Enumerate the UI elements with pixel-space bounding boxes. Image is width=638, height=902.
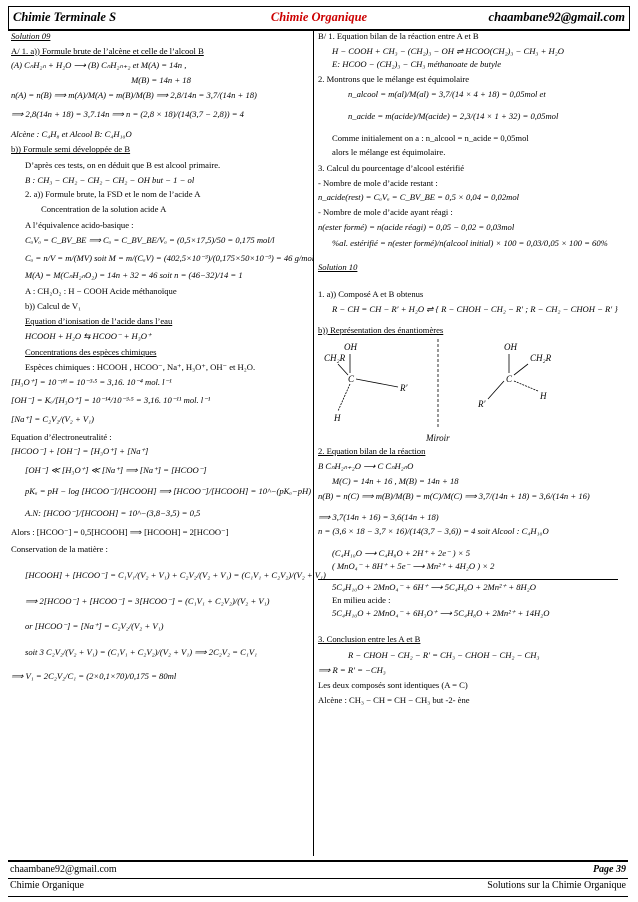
right-line: %al. estérifié = n(ester formé)/n(alcool initial) × 100 = 0,03/0,05 × 100 = 60% <box>332 238 608 249</box>
bond-r <box>356 379 398 387</box>
right-line: 5C₄H₁₀O + 2MnO₄⁻ + 6H₃O⁺ ⟶ 5C₄H₈O + 2Mn²⁺ + 14H₂O <box>332 607 550 618</box>
right-line: (C₄H₁₀O ⟶ C₄H₈O + 2H⁺ + 2e⁻ ) × 5 <box>332 548 470 558</box>
left-line: pKₐ = pH − log [HCOO⁻]/[HCOOH] ⟹ [HCOO⁻]/[HCOOH] = 10^−(pKₐ−pH) <box>25 485 312 496</box>
left-line: Conservation de la matière : <box>11 544 108 555</box>
r-label: R′ <box>400 383 408 394</box>
bond-ch2r <box>338 364 348 375</box>
left-line: Equation d’ionisation de l’acide dans l’eau <box>25 316 173 327</box>
right-line: b)) Représentation des énantiomères <box>318 324 444 335</box>
right-line: 2. Montrons que le mélange est équimolaire <box>318 73 470 84</box>
footer-email: chaambane92@gmail.com <box>10 864 117 875</box>
left-line: HCOOH + H₂O ⇆ HCOO⁻ + H₃O⁺ <box>25 330 152 341</box>
ch2r-label: CH₂R <box>324 353 346 364</box>
left-line: ⟹ V₁ = 2C₂V₂/C₁ = (2×0,1×70)/0,175 = 80ml <box>11 670 177 681</box>
left-line: soit 3 C₂V₂/(V₂ + V₁) = (C₁V₁ + C₂V₂)/(V₂ + V₁) ⟹ 2C₂V₂ = C₁V₁ <box>25 646 258 657</box>
carbon-label: C <box>348 374 355 385</box>
left-line: Alcène : C₄H₈ et Alcool B: C₄H₁₀O <box>11 128 132 139</box>
left-line: A.N: [HCOO⁻]/[HCOOH] = 10^−(3,8−3,5) = 0,5 <box>25 508 201 519</box>
oh-label: OH <box>504 342 517 353</box>
right-line: 2. Equation bilan de la réaction <box>318 446 426 457</box>
left-line: B : CH₃ − CH₂ − CH₂ − CH₂ − OH but − 1 − ol <box>25 174 195 185</box>
page-footer <box>8 860 628 897</box>
bond-h <box>514 381 538 391</box>
left-line: ⟹ 2[HCOO⁻] + [HCOO⁻] = 3[HCOO⁻] = (C₁V₁ + C₂V₂)/(V₂ + V₁) <box>25 595 270 606</box>
left-line: A l’équivalence acido-basique : <box>25 219 134 230</box>
right-line: B CₙH₂ₙ₊₂O ⟶ C CₙH₂ₙO <box>318 460 414 471</box>
column-divider <box>313 30 314 856</box>
left-line: M(B) = 14n + 18 <box>131 74 191 85</box>
mirror-label: Miroir <box>426 433 450 444</box>
r-label: R′ <box>478 399 486 410</box>
left-line: Equation d’électroneutralité : <box>11 431 112 442</box>
right-column <box>318 32 628 705</box>
right-line: 3. Calcul du pourcentage d’alcool estérifié <box>318 163 465 173</box>
right-line: ( MnO₄⁻ + 8H⁺ + 5e⁻ ⟶ Mn²⁺ + 4H₂O ) × 2 <box>332 560 495 571</box>
right-line: n = (3,6 × 18 − 3,7 × 16)/(14(3,7 − 3,6)) = 4 soit Alcool : C₄H₁₀O <box>318 526 549 537</box>
right-line: n_acide = m(acide)/M(acide) = 2,3/(14 × 1 + 32) = 0,05mol <box>348 111 559 122</box>
footer-page: Page 39 <box>592 864 626 875</box>
right-line: En milieu acide : <box>332 594 391 605</box>
oh-label: OH <box>344 342 357 353</box>
left-line: [Na⁺] = C₂V₂/(V₂ + V₁) <box>11 414 94 424</box>
right-line: 1. a)) Composé A et B obtenus <box>318 289 424 300</box>
enantiomers-svg <box>318 339 618 449</box>
bond-r <box>488 381 504 399</box>
right-line: Les deux composés sont identiques (A = C) <box>318 680 468 690</box>
right-line: - Nombre de mole d’acide ayant réagi : <box>318 206 453 217</box>
right-line: B/ 1. Equation bilan de la réaction entre A et B <box>318 31 479 41</box>
right-line: R − CH = CH − R′ + H₂O ⇌ { R − CHOH − CH₂ − R′ ; R − CH₂ − CHOH − R′ } <box>332 304 618 314</box>
left-line: CₐVₐ = C_BV_BE ⟹ Cₐ = C_BV_BE/Vₐ = (0,5×17,5)/50 = 0,175 mol/l <box>25 235 275 246</box>
left-line: Concentration de la solution acide A <box>41 203 167 214</box>
left-line: [OH⁻] ≪ [H₃O⁺] ≪ [Na⁺] ⟹ [Na⁺] = [HCOO⁻] <box>25 464 207 475</box>
right-line: 3. Conclusion entre les A et B <box>318 634 421 645</box>
right-line: 5C₄H₁₀O + 2MnO₄⁻ + 6H⁺ ⟶ 5C₄H₈O + 2Mn²⁺ + 8H₂O <box>332 582 536 593</box>
right-line: n(B) = n(C) ⟹ m(B)/M(B) = m(C)/M(C) ⟹ 3,7/(14n + 18) = 3,6/(14n + 16) <box>318 491 590 502</box>
left-line: D’après ces tests, on en déduit que B est alcool primaire. <box>25 160 221 170</box>
right-line: - Nombre de mole d’acide restant : <box>318 177 438 188</box>
left-column <box>11 31 326 681</box>
right-line: ⟹ 3,7(14n + 16) = 3,6(14n + 18) <box>318 511 439 522</box>
left-line: b)) Formule semi développée de B <box>11 144 131 155</box>
right-line: E: HCOO − (CH₂)₃ − CH₃ méthanoate de butyle <box>332 59 502 70</box>
left-line: A : CH₂O₂ : H − COOH Acide méthanoïque <box>25 286 177 296</box>
footer-book: Solutions sur la Chimie Organique <box>487 880 626 891</box>
right-line: alors le mélange est équimolaire. <box>332 147 446 158</box>
footer-subject: Chimie Organique <box>10 880 84 891</box>
left-line: [H₃O⁺] = 10⁻ᵖᴴ = 10⁻³·⁵ = 3,16. 10⁻⁴ mol. l⁻¹ <box>11 376 172 387</box>
left-line: [HCOO⁻] + [OH⁻] = [H₃O⁺] + [Na⁺] <box>11 446 149 457</box>
left-line: n(A) = n(B) ⟹ m(A)/M(A) = m(B)/M(B) ⟹ 2,8/14n = 3,7/(14n + 18) <box>11 89 257 100</box>
bond-ch2r <box>514 364 528 375</box>
left-line: [OH⁻] = Kₑ/[H₃O⁺] = 10⁻¹⁴/10⁻³·⁵ = 3,16. 10⁻¹¹ mol. l⁻¹ <box>11 395 211 406</box>
left-line: M(A) = M(CₙH₂ₙO₂) = 14n + 32 = 46 soit n = (46−32)/14 = 1 <box>25 270 243 281</box>
bond-h <box>338 384 350 411</box>
left-line: Solution 09 <box>11 31 51 41</box>
header-left: Chimie Terminale S <box>13 10 117 24</box>
left-line: Alors : [HCOO⁻] = 0,5[HCOOH] ⟹ [HCOOH] = 2[HCOO⁻] <box>11 526 229 537</box>
right-line: H − COOH + CH₃ − (CH₂)₃ − OH ⇌ HCOO(CH₂)₃ − CH₃ + H₂O <box>332 45 564 56</box>
equation-separator <box>318 579 618 580</box>
footer-rule <box>8 878 628 879</box>
left-line: b)) Calcul de V₁ <box>25 300 82 311</box>
right-line: R − CHOH − CH₂ − R′ = CH₃ − CHOH − CH₂ − CH₃ <box>348 649 540 660</box>
carbon-label: C <box>506 374 513 385</box>
header-center: Chimie Organique <box>270 10 368 24</box>
h-label: H <box>540 391 547 402</box>
h-label: H <box>334 413 341 424</box>
left-line: (A) CₙH₂ₙ + H₂O ⟶ (B) CₙH₂ₙ₊₂ et M(A) = 14n , <box>11 60 187 71</box>
left-line: [HCOOH] + [HCOO⁻] = C₁V₁/(V₂ + V₁) + C₂V₂/(V₂ + V₁) = (C₁V₁ + C₂V₂)/(V₂ + V₁) <box>25 570 326 580</box>
right-line: n(ester formé) = n(acide réagi) = 0,05 − 0,02 = 0,03mol <box>318 221 515 232</box>
left-line: or [HCOO⁻] = [Na⁺] = C₂V₂/(V₂ + V₁) <box>25 621 164 632</box>
right-line: ⟹ R = R′ = −CH₃ <box>318 665 386 676</box>
left-line: Cₐ = n/V = m/(MV) soit M = m/(CₐV) = (402,5×10⁻³)/(0,175×50×10⁻³) = 46 g/mol <box>25 252 315 263</box>
left-line: 2. a)) Formule brute, la FSD et le nom de l’acide A <box>25 189 201 200</box>
right-line: n_alcool = m(al)/M(al) = 3,7/(14 × 4 + 18) = 0,05mol et <box>348 88 546 99</box>
left-line: ⟹ 2,8(14n + 18) = 3,7.14n ⟹ n = (2,8 × 18)/(14(3,7 − 2,8)) = 4 <box>11 109 244 120</box>
left-line: A/ 1. a)) Formule brute de l’alcène et celle de l’alcool B <box>11 45 204 56</box>
header-right: chaambane92@gmail.com <box>488 10 625 24</box>
ch2r-label: CH₂R <box>530 353 552 364</box>
right-line: Solution 10 <box>318 261 358 272</box>
right-line: n_acide(rest) = CₐVₐ = C_BV_BE = 0,5 × 0,04 = 0,02mol <box>318 192 520 203</box>
left-line: Espèces chimiques : HCOOH , HCOO⁻, Na⁺, H₃O⁺, OH⁻ et H₂O. <box>25 362 256 373</box>
page-header <box>8 6 630 31</box>
right-line: Alcène : CH₃ − CH = CH − CH₃ but -2- ène <box>318 694 470 705</box>
left-line: Concentrations des espèces chimiques <box>25 346 157 357</box>
right-line: M(C) = 14n + 16 , M(B) = 14n + 18 <box>332 475 459 486</box>
right-line: Comme initialement on a : n_alcool = n_acide = 0,05mol <box>332 132 529 143</box>
